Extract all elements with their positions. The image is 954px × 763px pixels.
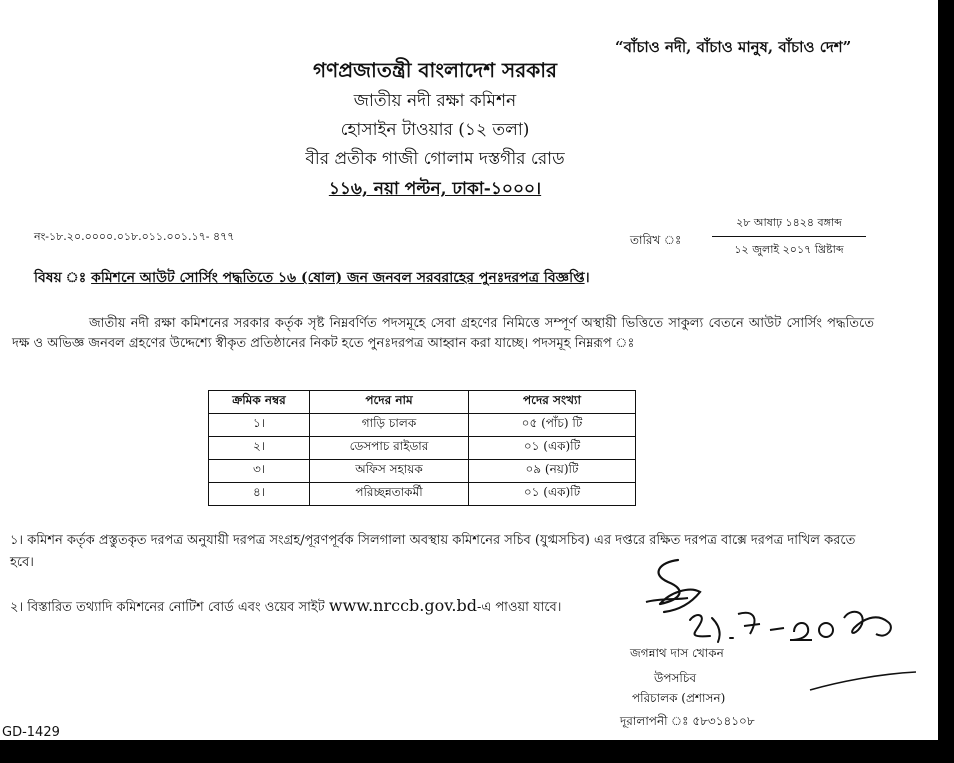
body-paragraph: জাতীয় নদী রক্ষা কমিশনের সরকার কর্তৃক সৃষ্ট নিম্নবর্ণিত পদসমূহে সেবা গ্রহণের নিমিত্তে সম্পূর্ণ অস্থায়ী ভিত্তিতে সাকুল্য বেতনে আউট সোর্সিং পদ্ধতিতে দক্ষ ও অভিজ্ঞ জনবল গ্রহণের উদ্দেশ্যে স্বীকৃত প্রতিষ্ঠানের নিকট হতে পুনঃদরপত্র আহ্বান করা যাচ্ছে। পদসমূহ নিম্নরূপ ঃ xyxy=(12,316,874,351)
date-divider xyxy=(712,236,866,237)
note-2-suffix: -এ পাওয়া যাবে। xyxy=(476,600,562,615)
commission-name: জাতীয় নদী রক্ষা কমিশন xyxy=(353,91,517,111)
post-name-cell: অফিস সহায়ক xyxy=(310,460,469,483)
document-code: GD-1429 xyxy=(2,725,60,740)
note-2 xyxy=(10,596,561,619)
post-count-cell: ০১ (এক)টি xyxy=(469,483,636,506)
column-header-post-count: পদের সংখ্যা xyxy=(469,391,636,414)
handwritten-signature xyxy=(640,552,930,657)
subject-suffix: । xyxy=(584,270,590,286)
memo-reference: নং-১৮.২০.০০০০.০১৮.০১১.০০১.১৭- ৪৭৭ xyxy=(34,230,235,243)
table-row xyxy=(209,414,636,437)
signatory-designation: উপসচিব xyxy=(654,671,697,685)
post-name-cell: গাড়ি চালক xyxy=(310,414,469,437)
signatory-name: জগন্নাথ দাস খোকন xyxy=(630,646,724,660)
post-name-cell: ডেসপাচ রাইডার xyxy=(310,437,469,460)
subject-text: কমিশনে আউট সোর্সিং পদ্ধতিতে ১৬ (ষোল) জন জনবল সরবরাহের পুনঃদরপত্র বিজ্ঞপ্তি xyxy=(91,270,585,286)
post-count-cell: ০৯ (নয়)টি xyxy=(469,460,636,483)
subject-line xyxy=(34,266,590,290)
serial-cell: ২। xyxy=(209,437,310,460)
website-url: www.nrccb.gov.bd xyxy=(328,596,477,615)
post-count-cell: ০১ (এক)টি xyxy=(469,437,636,460)
signature-stroke xyxy=(808,670,918,694)
note-1: ১। কমিশন কর্তৃক প্রস্তুতকৃত দরপত্র অনুযায়ী দরপত্র সংগ্রহ/পূরণপূর্বক সিলগালা অবস্থায় কমিশনের সচিব (যুগ্মসচিব) এর দপ্তরে রক্ষিত দরপত্র বাক্সে দরপত্র দাখিল করতে হবে। xyxy=(10,533,856,570)
signatory-phone: দূরালাপনী ঃ ৫৮৩১৪১০৮ xyxy=(620,714,755,728)
post-name-cell: পরিচ্ছন্নতাকর্মী xyxy=(310,483,469,506)
table-row xyxy=(209,483,636,506)
column-header-serial: ক্রমিক নম্বর xyxy=(209,391,310,414)
table-row xyxy=(209,460,636,483)
serial-cell: ৪। xyxy=(209,483,310,506)
date-label: তারিখ ঃ xyxy=(630,233,682,247)
road-name: বীর প্রতীক গাজী গোলাম দস্তগীর রোড xyxy=(305,149,565,169)
government-title: গণপ্রজাতন্ত্রী বাংলাদেশ সরকার xyxy=(313,58,557,82)
posts-table xyxy=(208,390,636,506)
note-2-text: ২। বিস্তারিত তথ্যাদি কমিশনের নোটিশ বোর্ড এবং ওয়েব সাইট xyxy=(10,600,329,615)
signatory-office: পরিচালক (প্রশাসন) xyxy=(632,691,726,705)
table-header-row xyxy=(209,391,636,414)
postal-address: ১১৬, নয়া পল্টন, ঢাকা-১০০০। xyxy=(328,179,542,199)
serial-cell: ১। xyxy=(209,414,310,437)
serial-cell: ৩। xyxy=(209,460,310,483)
date-bangla: ২৮ আষাঢ় ১৪২৪ বঙ্গাব্দ xyxy=(736,216,842,229)
column-header-post-name: পদের নাম xyxy=(310,391,469,414)
date-english: ১২ জুলাই ২০১৭ খ্রিষ্টাব্দ xyxy=(734,243,844,256)
slogan: “বাঁচাও নদী, বাঁচাও মানুষ, বাঁচাও দেশ” xyxy=(615,38,852,56)
subject-prefix: বিষয় ঃ xyxy=(34,270,92,286)
table-row xyxy=(209,437,636,460)
post-count-cell: ০৫ (পাঁচ) টি xyxy=(469,414,636,437)
building-name: হোসাইন টাওয়ার (১২ তলা) xyxy=(340,120,530,140)
